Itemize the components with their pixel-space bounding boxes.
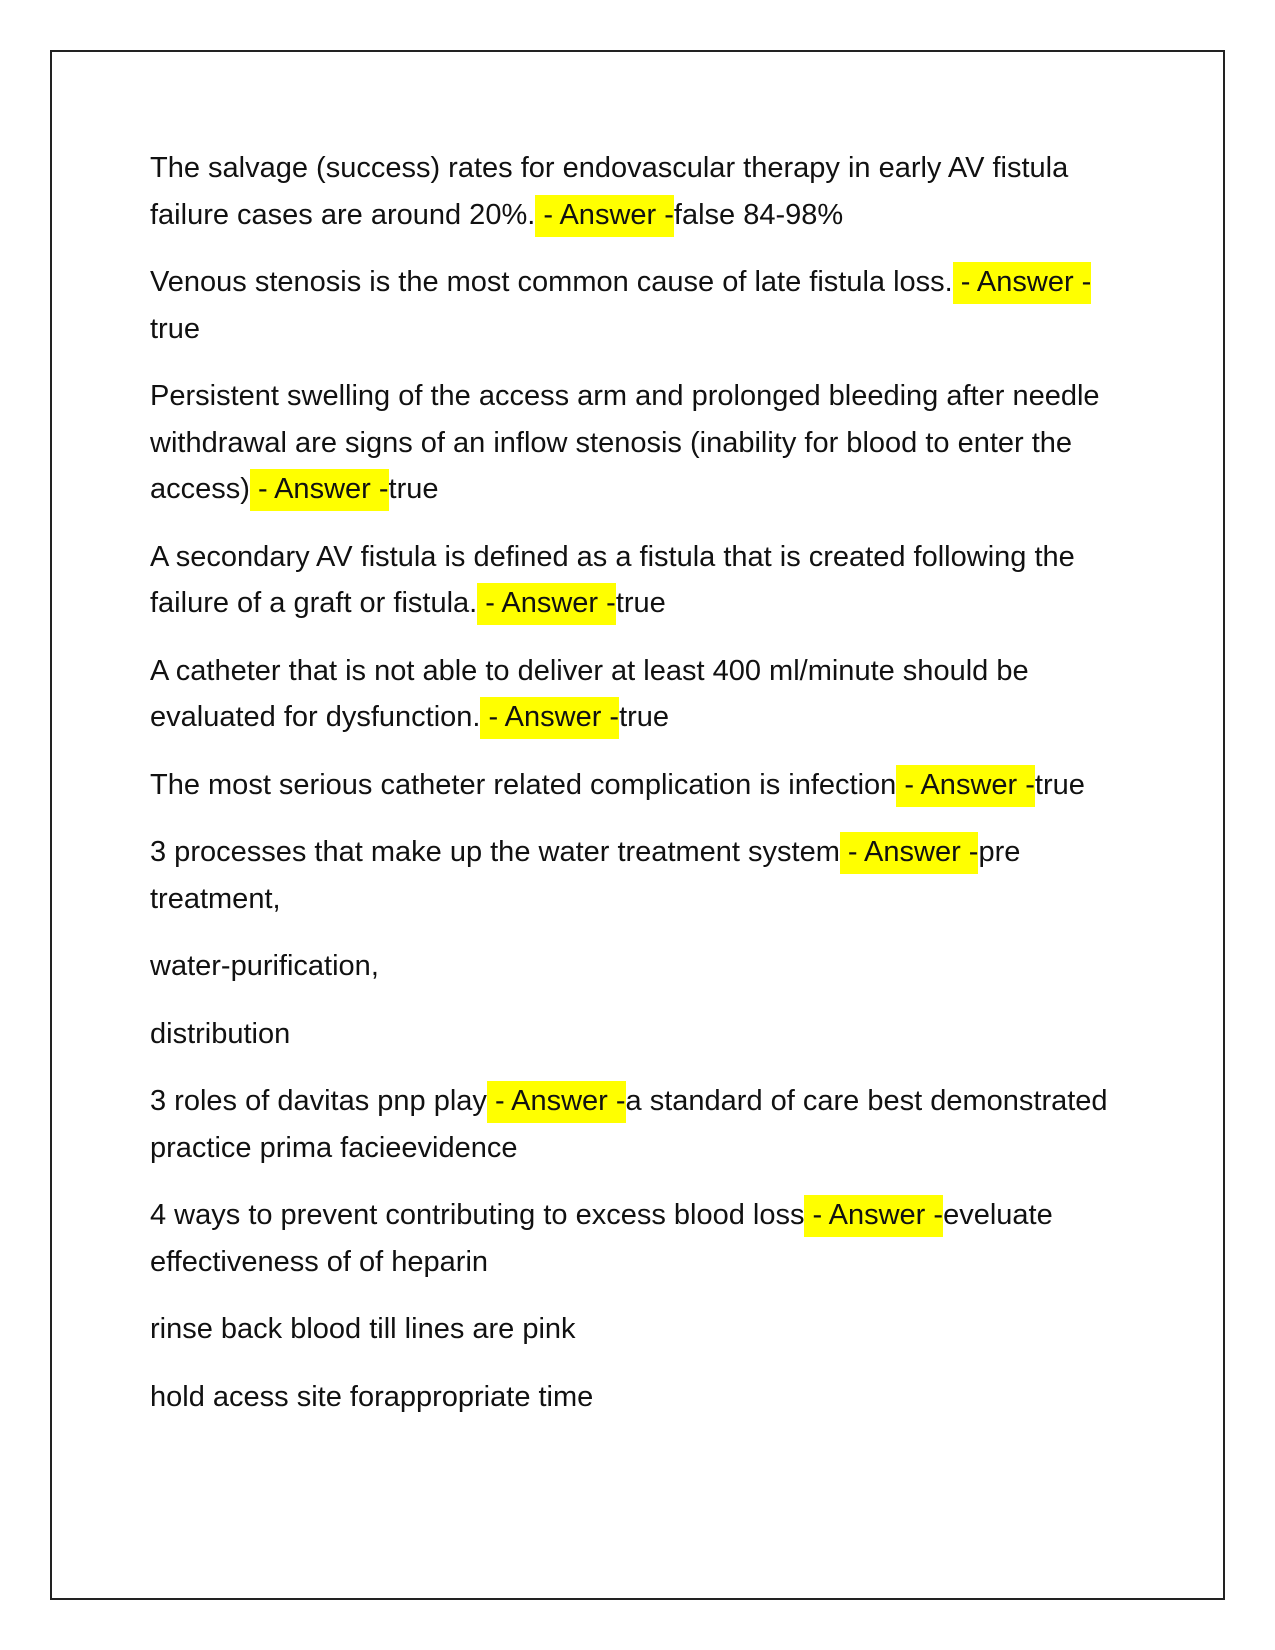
- qa-item: [150, 145, 1130, 238]
- qa-item: [150, 762, 1130, 809]
- answer-marker: - Answer -: [840, 832, 979, 874]
- answer-text: true: [1034, 768, 1085, 801]
- answer-text: a standard of care best demonstrated practice prima facieevidence: [150, 1085, 1108, 1164]
- text-line: rinse back blood till lines are pink: [150, 1313, 576, 1345]
- answer-marker: - Answer -: [896, 765, 1035, 807]
- answer-marker: - Answer -: [804, 1195, 943, 1237]
- qa-item: [150, 373, 1130, 513]
- document-body: [150, 145, 1130, 1441]
- question-text: Persistent swelling of the access arm and prolonged bleeding after needle withdrawal are signs of an inflow stenosis (inability for blood to enter the access): [150, 380, 1100, 505]
- question-text: The salvage (success) rates for endovascular therapy in early AV fistula failure cases are around 20%.: [150, 152, 1069, 231]
- answer-text: true: [388, 473, 439, 505]
- qa-item: [150, 648, 1130, 741]
- answer-text: eveluate effectiveness of of heparin: [150, 1199, 1053, 1278]
- answer-text: true: [619, 701, 670, 733]
- answer-marker: - Answer -: [535, 195, 674, 237]
- answer-text: true: [615, 587, 666, 619]
- question-text: Venous stenosis is the most common cause of late fistula loss.: [150, 266, 953, 298]
- question-text: 3 processes that make up the water treatment system: [150, 836, 840, 868]
- qa-item: [150, 829, 1130, 922]
- answer-marker: - Answer -: [953, 262, 1092, 304]
- answer-marker: - Answer -: [477, 583, 616, 625]
- qa-item: [150, 1078, 1130, 1171]
- text-line: water-purification,: [150, 950, 379, 982]
- qa-item: [150, 534, 1130, 627]
- question-text: The most serious catheter related complication is infection: [150, 768, 897, 801]
- answer-marker: - Answer -: [250, 469, 389, 511]
- question-text: 3 roles of davitas pnp play: [150, 1085, 487, 1117]
- text-line: hold acess site forappropriate time: [150, 1380, 594, 1413]
- answer-text: false 84-98%: [673, 198, 844, 231]
- question-text: A catheter that is not able to deliver at least 400 ml/minute should be evaluated for dysfunction.: [150, 654, 1029, 733]
- answer-text: pre treatment,: [150, 836, 1021, 915]
- question-text: A secondary AV fistula is defined as a fistula that is created following the failure of a graft or fistula.: [150, 540, 1075, 619]
- qa-item: [150, 259, 1130, 352]
- answer-marker: - Answer -: [487, 1081, 626, 1123]
- question-text: 4 ways to prevent contributing to excess blood loss: [150, 1199, 805, 1231]
- answer-marker: - Answer -: [480, 697, 619, 739]
- text-line: distribution: [150, 1017, 291, 1050]
- qa-item: [150, 1192, 1130, 1285]
- answer-text: true: [150, 312, 200, 345]
